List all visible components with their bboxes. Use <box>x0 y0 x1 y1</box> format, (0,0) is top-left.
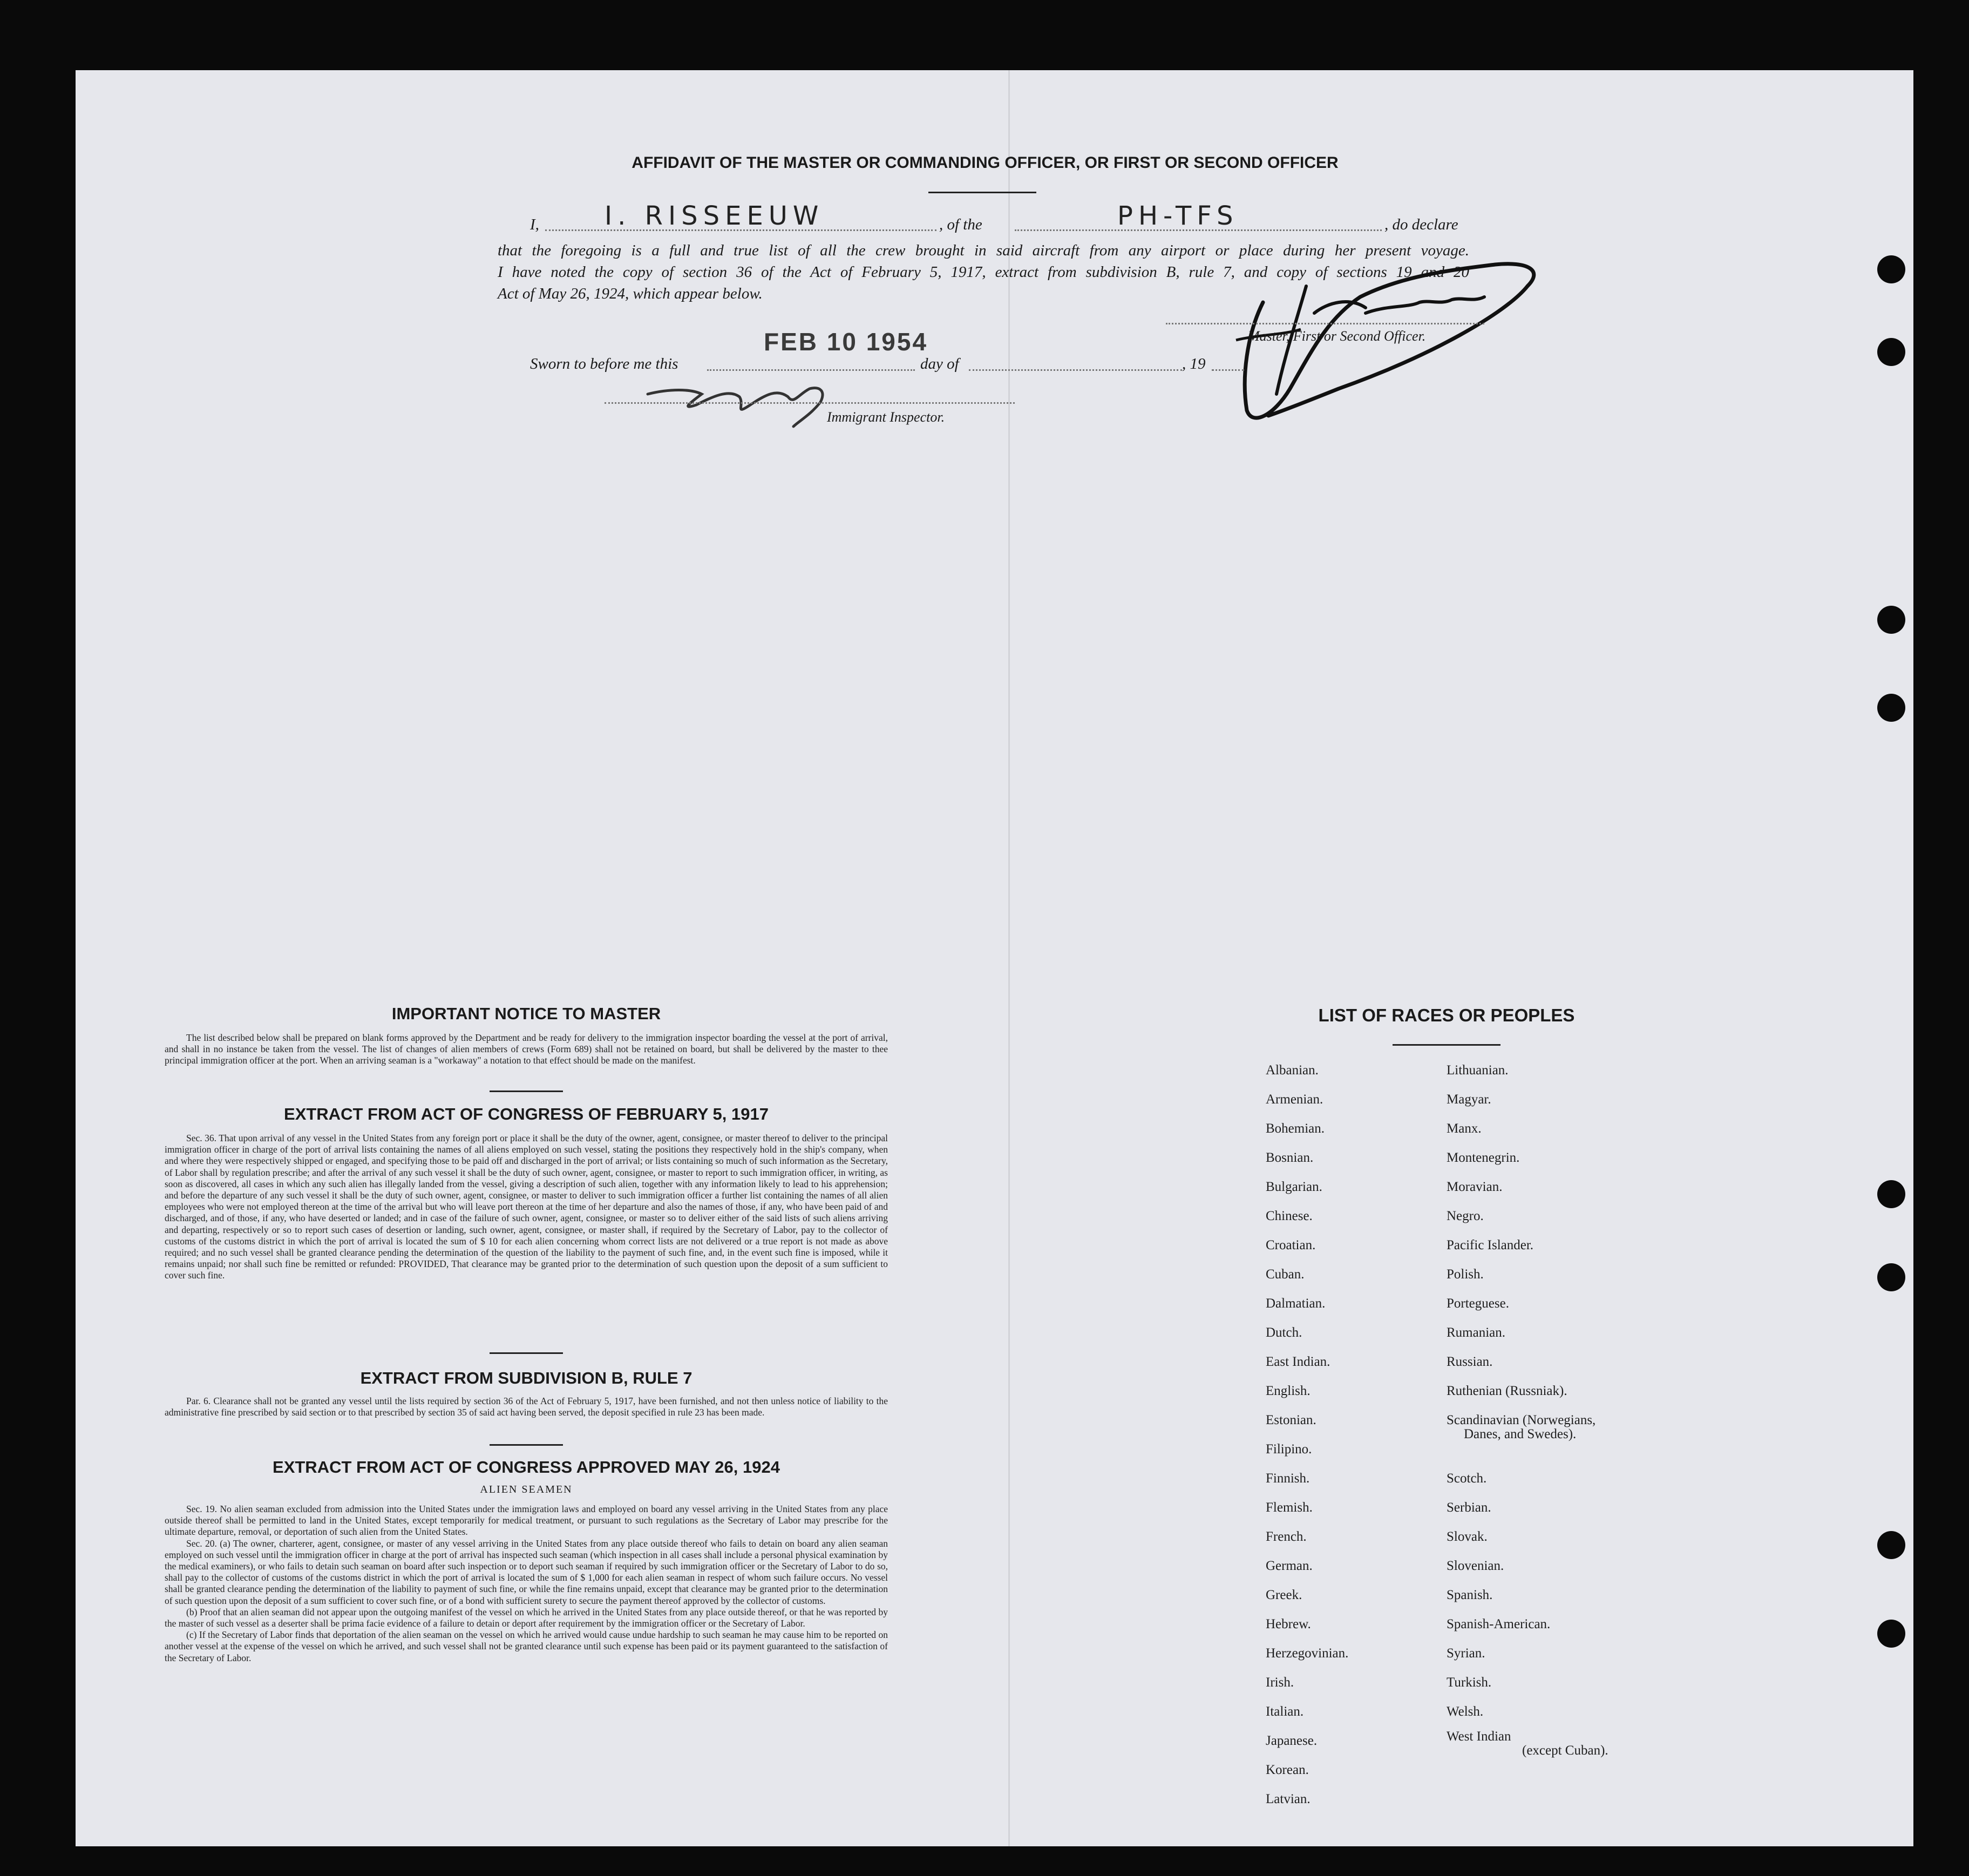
race-item: Serbian. <box>1447 1500 1491 1515</box>
do-declare-label: , do declare <box>1384 216 1458 233</box>
declaration-line-2: I have noted the copy of section 36 of the Act of February 5, 1917, extract from subdivision B, rule 7, and copy of sections 19 and 20 <box>498 263 1469 281</box>
race-item: Korean. <box>1266 1763 1309 1777</box>
notice-title: IMPORTANT NOTICE TO MASTER <box>391 1004 661 1023</box>
rule-7-text <box>165 1396 888 1418</box>
race-item: German. <box>1266 1559 1313 1573</box>
punch-hole <box>1877 1180 1905 1208</box>
sworn-year-line <box>1212 369 1244 371</box>
race-item: Ruthenian (Russniak). <box>1447 1384 1567 1398</box>
aircraft-id: PH-TFS <box>1117 201 1239 231</box>
races-title-rule <box>1393 1044 1500 1046</box>
race-item: French. <box>1266 1529 1307 1544</box>
sec-20a-paragraph: Sec. 20. (a) The owner, charterer, agent, consignee, or master of any vessel arriving in the United States from any place outside thereof who fails to detain on board any alien seaman employed on such vessel until the immigration officer in charge at the port of arrival has inspected such seaman (which inspection in all cases shall include a personal physical examination by the medical examiners), or who fails to detain such seaman on board after such inspection or to deport such seaman if required by such immigration officer or the Secretary of Labor to do so, shall pay to the collector of customs of the customs district in which the port of arrival is located the sum of $ 1,000 for each alien seaman in respect of whom such failure occurs. No vessel shall be granted clearance pending the determination of the liability to payment of such fine, or while the fine remains unpaid, except that clearance may be granted prior to the determination of such question upon the deposit of a sum sufficient to cover such fine, or of a bond with sufficient surety to secure the payment thereof approved by the collector of customs. <box>165 1538 888 1606</box>
race-item: Chinese. <box>1266 1209 1313 1223</box>
race-item: Turkish. <box>1447 1675 1492 1690</box>
title-rule <box>928 192 1036 193</box>
rule-7-title: EXTRACT FROM SUBDIVISION B, RULE 7 <box>360 1369 692 1387</box>
section-rule <box>490 1444 563 1446</box>
race-item: Slovak. <box>1447 1529 1488 1544</box>
fold-line <box>1008 70 1010 1846</box>
declaration-line-3: Act of May 26, 1924, which appear below. <box>498 285 763 302</box>
punch-hole <box>1877 694 1905 722</box>
race-item: Magyar. <box>1447 1092 1491 1107</box>
affidavit-title: AFFIDAVIT OF THE MASTER OR COMMANDING OFFICER, OR FIRST OR SECOND OFFICER <box>632 154 1339 172</box>
race-item: Japanese. <box>1266 1733 1318 1748</box>
race-item: Syrian. <box>1447 1646 1485 1661</box>
race-item: Finnish. <box>1266 1471 1310 1486</box>
punch-hole <box>1877 338 1905 366</box>
race-item: Herzegovinian. <box>1266 1646 1349 1661</box>
extract-1924-title: EXTRACT FROM ACT OF CONGRESS APPROVED MAY 26, 1924 <box>273 1458 780 1477</box>
race-item: West Indian <box>1447 1729 1511 1744</box>
extract-1917-text <box>165 1133 888 1282</box>
race-item: Scandinavian (Norwegians, <box>1447 1413 1596 1427</box>
race-item: Italian. <box>1266 1704 1304 1719</box>
sworn-label: Sworn to before me this <box>530 355 678 373</box>
race-item: Greek. <box>1266 1588 1302 1602</box>
race-item: Moravian. <box>1447 1180 1503 1194</box>
inspector-caption: Immigrant Inspector. <box>827 409 945 425</box>
sec-36-paragraph: Sec. 36. That upon arrival of any vessel in the United States from any foreign port or place it shall be the duty of the owner, agent, consignee, or master thereof to deliver to the principal immigration officer in charge of the port of arrival lists containing the names of all aliens employed on such vessel, stating the positions they respectively hold in the ship's company, when and where they were respectively shipped or engaged, and specifying those to be paid off and discharged in the port of arrival; or lists containing so much of such information as the Secretary, of Labor shall by regulation prescribe; and after the arrival of any such vessel it shall be the duty of such owner, agent, consignee, or master to report to such immigration officer, in writing, as soon as discovered, all cases in which any such alien has illegally landed from the vessel, giving a description of such alien, together with any information likely to lead to his apprehension; and before the departure of any such vessel it shall be the duty of such owner, agent, consignee, or master to deliver to such immigration officer a further list containing the names of all alien employees who were not employed thereon at the time of the arrival but who will leave port thereon at the time of her departure and also the names of those, if any, who have been paid of and discharged, and of those, if any, who have deserted or landed; and in case of the failure of such owner, agent, consignee, or master so to deliver either of the said lists of such aliens arriving and departing, respectively or so to report such cases of desertion or landing, such owner, agent, consignee, or master shall, if required by the Secretary of Labor, pay to the collector of customs of the customs district in which the port of arrival is located the sum of $ 10 for each alien concerning whom correct lists are not delivered or a true report is not made as above required; and no such vessel shall be granted clearance pending the determination of the question of the liability to the payment of such fine, and, in the event such fine is imposed, while it remains unpaid; nor shall such fine be remitted or refunded: PROVIDED, That clearance may be granted prior to the determination of such question upon the deposit of a sum sufficient to cover such fine. <box>165 1133 888 1281</box>
race-item: Bohemian. <box>1266 1121 1325 1136</box>
day-of-label: day of <box>920 355 959 373</box>
of-the-label: , of the <box>939 216 982 233</box>
punch-hole <box>1877 1620 1905 1648</box>
punch-hole <box>1877 1263 1905 1291</box>
race-item: East Indian. <box>1266 1354 1330 1369</box>
race-item: Irish. <box>1266 1675 1294 1690</box>
race-item: Armenian. <box>1266 1092 1323 1107</box>
year-prefix: , 19 <box>1182 355 1206 373</box>
extract-1924-text <box>165 1503 888 1664</box>
race-item: Estonian. <box>1266 1413 1316 1427</box>
race-item: Scotch. <box>1447 1471 1487 1486</box>
date-stamp: FEB 10 1954 <box>764 328 928 356</box>
race-item: Cuban. <box>1266 1267 1305 1282</box>
race-item: Danes, and Swedes). <box>1464 1427 1577 1441</box>
race-item: Dalmatian. <box>1266 1296 1326 1311</box>
race-item: Polish. <box>1447 1267 1484 1282</box>
officer-caption: Master, First or Second Officer. <box>1248 328 1426 344</box>
alien-seamen-subtitle: ALIEN SEAMEN <box>480 1484 573 1495</box>
race-item: Bosnian. <box>1266 1150 1314 1165</box>
sworn-month-line <box>969 369 1182 371</box>
sec-20c-paragraph: (c) If the Secretary of Labor finds that deportation of the alien seaman on the vessel on which he arrived would cause undue hardship to such seaman he may cause him to be reported on another vessel at the expense of the vessel on which he arrived, and such vessel shall not be granted clearance until such expense has been paid or its payment guaranteed to the satisfaction of the Secretary of Labor. <box>165 1629 888 1663</box>
race-item: Hebrew. <box>1266 1617 1311 1631</box>
punch-hole <box>1877 255 1905 283</box>
extract-1917-title: EXTRACT FROM ACT OF CONGRESS OF FEBRUARY 5, 1917 <box>284 1105 769 1123</box>
inspector-signature-line <box>605 402 1015 404</box>
race-item: (except Cuban). <box>1522 1743 1608 1758</box>
notice-text <box>165 1032 888 1067</box>
race-item: Bulgarian. <box>1266 1180 1322 1194</box>
race-item: English. <box>1266 1384 1311 1398</box>
race-item: Dutch. <box>1266 1325 1302 1340</box>
race-item: Russian. <box>1447 1354 1493 1369</box>
punch-hole <box>1877 606 1905 634</box>
race-item: Manx. <box>1447 1121 1482 1136</box>
race-item: Albanian. <box>1266 1063 1319 1078</box>
section-rule <box>490 1091 563 1092</box>
race-item: Negro. <box>1447 1209 1484 1223</box>
officer-signature-line <box>1166 323 1484 324</box>
race-item: Latvian. <box>1266 1792 1311 1806</box>
sec-19-paragraph: Sec. 19. No alien seaman excluded from admission into the United States under the immigration laws and employed on board any vessel arriving in the United States from any place outside thereof shall be permitted to land in the United States, except temporarily for medical treatment, or pursuant to such regulations as the Secretary of Labor may prescribe for the ultimate departure, removal, or deportation of such alien from the United States. <box>165 1503 888 1538</box>
sworn-day-line <box>707 369 915 371</box>
par-6-paragraph: Par. 6. Clearance shall not be granted any vessel until the lists required by section 36 of the Act of February 5, 1917, have been furnished, and not then unless notice of liability to the administrative fine prescribed by said section or to that prescribed by section 35 of said act having been served, the deposit specified in rule 23 has been made. <box>165 1396 888 1418</box>
race-item: Spanish-American. <box>1447 1617 1551 1631</box>
race-item: Flemish. <box>1266 1500 1313 1515</box>
punch-hole <box>1877 1531 1905 1559</box>
declaration-line-1: that the foregoing is a full and true list of all the crew brought in said aircraft from any airport or place during her present voyage. <box>498 242 1469 259</box>
races-title: LIST OF RACES OR PEOPLES <box>1318 1005 1575 1025</box>
race-item: Montenegrin. <box>1447 1150 1520 1165</box>
race-item: Filipino. <box>1266 1442 1312 1457</box>
race-item: Welsh. <box>1447 1704 1484 1719</box>
race-item: Porteguese. <box>1447 1296 1509 1311</box>
race-item: Rumanian. <box>1447 1325 1506 1340</box>
race-item: Croatian. <box>1266 1238 1316 1252</box>
master-name: I. RISSEEUW <box>605 201 824 231</box>
race-item: Lithuanian. <box>1447 1063 1509 1078</box>
race-item: Spanish. <box>1447 1588 1493 1602</box>
sec-20b-paragraph: (b) Proof that an alien seaman did not appear upon the outgoing manifest of the vessel on which he arrived in the United States from any place outside thereof, or that he was reported by the master of such vessel as a deserter shall be prima facie evidence of a failure to detain or deport after requirement by the immigration officer or the Secretary of Labor. <box>165 1606 888 1629</box>
section-rule <box>490 1352 563 1354</box>
notice-paragraph: The list described below shall be prepared on blank forms approved by the Department and be ready for delivery to the immigration inspector boarding the vessel at the port of arrival, and shall in no instance be taken from the vessel. The list of changes of alien members of crews (Form 689) shall not be retained on board, but shall be delivered by the master to thee principal immigration officer at the port. When an arriving seaman is a "workaway" a notation to that effect should be made on the manifest. <box>165 1032 888 1066</box>
race-item: Pacific Islander. <box>1447 1238 1534 1252</box>
race-item: Slovenian. <box>1447 1559 1504 1573</box>
i-label: I, <box>530 216 539 233</box>
